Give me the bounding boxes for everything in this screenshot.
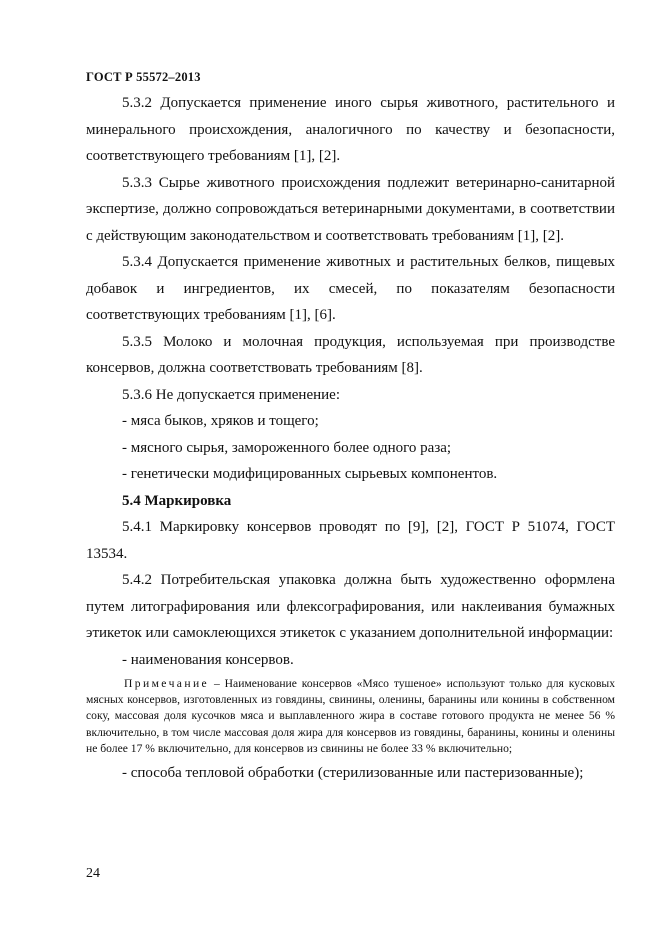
note	[86, 676, 615, 757]
list-item: - генетически модифицированных сырьевых компонентов.	[122, 466, 498, 482]
paragraph-5-4-2: 5.4.2 Потребительская упаковка должна быть художественно оформлена путем литографирования или флексографирования, или наклеивания бумажных этикеток или самоклеющихся этикеток с указанием дополнительной информации:	[86, 572, 615, 641]
paragraph-5-3-2: 5.3.2 Допускается применение иного сырья животного, растительного и минерального происхождения, аналогичного по качеству и безопасности, соответствующего требованиям [1], [2].	[86, 95, 615, 164]
paragraph-5-3-6: 5.3.6 Не допускается применение:	[122, 386, 340, 403]
paragraph-5-3-5: 5.3.5 Молоко и молочная продукция, используемая при производстве консервов, должна соответствовать требованиям [8].	[86, 333, 615, 376]
list-item: - мяса быков, хряков и тощего;	[122, 413, 319, 429]
page-number: 24	[86, 866, 100, 881]
paragraph-5-3-3: 5.3.3 Сырье животного происхождения подлежит ветеринарно-санитарной экспертизе, должно сопровождаться ветеринарными документами, в соответствии с действующим законодательством и соответствовать требованиям [1], [2].	[86, 174, 615, 244]
note-label: Примечание	[124, 677, 210, 690]
list-item: - наименования консервов.	[122, 651, 294, 668]
document-body	[86, 90, 615, 787]
paragraph-5-3-4: 5.3.4 Допускается применение животных и растительных белков, пищевых добавок и ингредиентов, их смесей, по показателям безопасности соответствующих требованиям [1], [6].	[86, 254, 615, 323]
document-header: ГОСТ Р 55572–2013	[86, 70, 201, 84]
note-text: – Наименование консервов «Мясо тушеное» используют только для кусковых мясных консервов, изготовленных из говядины, свинины, оленины, баранины или конины в собственном соку, массовая доля кусочков мяса и выплавленного жира в составе готового продукта не менее 56 % включительно, в том числе массовая доля жира для консервов из говядины, баранины, конины и оленины не более 17 % включительно, для консервов из свинины не более 33 % включительно;	[86, 677, 616, 755]
section-title: 5.4 Маркировка	[122, 492, 232, 509]
paragraph-5-4-1: 5.4.1 Маркировку консервов проводят по [9], [2], ГОСТ Р 51074, ГОСТ 13534.	[86, 519, 615, 562]
list-item: - мясного сырья, замороженного более одного раза;	[122, 439, 452, 456]
list-item: - способа тепловой обработки (стерилизованные или пастеризованные);	[122, 765, 584, 782]
